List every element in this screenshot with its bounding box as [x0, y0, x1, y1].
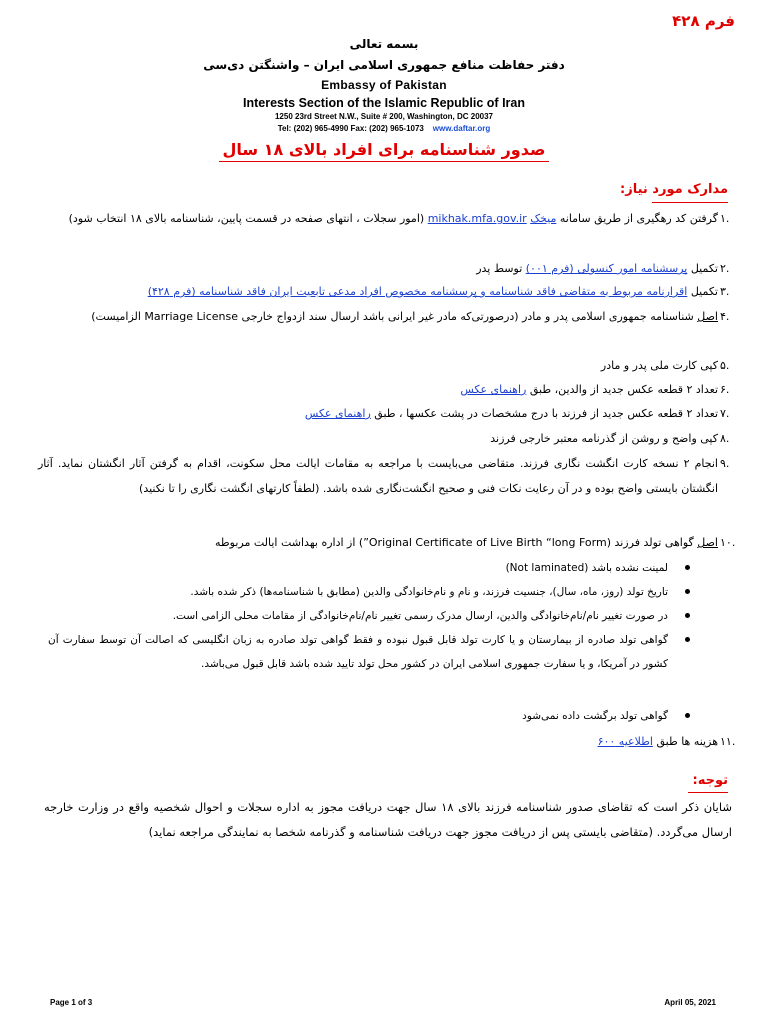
item-text: (امور سجلات ، انتهای صفحه در قسمت پایین، شناسنامه بالای ۱۸ انتخاب شود) [68, 212, 428, 225]
website-link[interactable]: www.daftar.org [432, 124, 491, 133]
office-name: دفتر حفاظت منافع جمهوری اسلامی ایران – واشنگتن دی‌سی [203, 58, 565, 72]
item-number: ۵. [720, 359, 730, 372]
item-text: تکمیل [687, 285, 718, 298]
item-number: ۳. [720, 285, 730, 298]
page-number: Page 1 of 3 [50, 998, 93, 1007]
phone-fax: Tel: (202) 965-4990 Fax: (202) 965-1073 [277, 124, 424, 133]
bullet-text: تاریخ تولد (روز، ماه، سال)، جنسیت فرزند، و نام و نام‌خانوادگی والدین (مطابق با شناسنامه‌ها) ذکر شده باشد. [190, 586, 668, 598]
list-item [38, 377, 730, 402]
list-item [38, 279, 730, 304]
title-container [0, 140, 768, 162]
bullet-text: در صورت تغییر نام/نام‌خانوادگی والدین، ارسال مدرک رسمی تغییر نام/نام‌خانوادگی از مقامات محلی الزامی است. [172, 610, 668, 622]
note-heading: توجه: [692, 773, 728, 788]
list-item [38, 353, 730, 378]
bullet-item [48, 604, 668, 628]
list-item [38, 256, 730, 281]
note-text: شایان ذکر است که تقاضای صدور شناسنامه فرزند بالای ۱۸ سال جهت دریافت مجوز به اداره سجلات و احوال شخصیه واقع در وزارت خارجه ارسال می‌گردد. (متقاضی بایستی پس از دریافت مجوز جهت دریافت شناسنامه و گذرنامه شخصا به نمایندگی مراجعه نماید) [44, 800, 732, 839]
fee-notice-link[interactable]: اطلاعیه ۶۰۰ [597, 735, 653, 748]
document-date: April 05, 2021 [664, 998, 716, 1007]
item-text: کپی کارت ملی پدر و مادر [600, 359, 718, 372]
photo-guide-link[interactable]: راهنمای عکس [304, 407, 371, 420]
item-text: تعداد ۲ قطعه عکس جدید از والدین، طبق [526, 383, 718, 396]
requirements-heading: مدارک مورد نیاز: [620, 182, 728, 197]
list-item [38, 451, 730, 501]
list-item [38, 530, 736, 555]
item-text: تکمیل [687, 262, 718, 275]
list-item [38, 401, 730, 426]
item-number: ۸. [720, 432, 730, 445]
list-item [38, 304, 730, 329]
list-item [38, 729, 736, 754]
mikhak-system-link[interactable]: میخک [530, 212, 557, 225]
item-number: ۱. [720, 212, 730, 225]
item-text: تعداد ۲ قطعه عکس جدید از فرزند با درج مشخصات در پشت عکسها ، طبق [370, 407, 718, 420]
item-text: توسط پدر [476, 262, 526, 275]
address: 1250 23rd Street N.W., Suite # 200, Washington, DC 20037 [274, 112, 493, 121]
mikhak-url-link[interactable]: mikhak.mfa.gov.ir [427, 212, 527, 225]
item-number: ۹. [720, 457, 730, 470]
item-text-emphasis: اصل [697, 310, 718, 323]
bullet-icon [685, 589, 690, 594]
photo-guide-link[interactable]: راهنمای عکس [460, 383, 527, 396]
item-number: ۷. [720, 407, 730, 420]
affidavit-form-link[interactable]: اقرارنامه مربوط به متقاضی فاقد شناسنامه و پرسشنامه مخصوص افراد مدعی تابعیت ایران فاقد شناسنامه (فرم ۴۲۸) [147, 285, 688, 298]
bullet-item [48, 556, 668, 580]
page-title: صدور شناسنامه برای افراد بالای ۱۸ سال [219, 140, 550, 162]
item-number: ۱۰. [720, 536, 736, 549]
list-item [38, 206, 730, 231]
note-heading-underline [688, 792, 728, 793]
embassy-name: Embassy of Pakistan [321, 78, 447, 92]
bullet-text: لمینت نشده باشد (Not laminated) [505, 562, 668, 574]
consular-form-link[interactable]: پرسشنامه امور کنسولی (فرم ۰۰۱) [525, 262, 688, 275]
bullet-item [48, 580, 668, 604]
item-text: انجام ۲ نسخه کارت انگشت نگاری فرزند. متقاضی می‌بایست با مراجعه به مقامات ایالت محل سکونت، اقدام به گرفتن آثار انگشتان نماید. آثار انگشتان بایستی واضح بوده و در آن رعایت نکات فنی و صحیح انگشت‌نگاری شده باشد. (لطفاً کارتهای انگشت نگاری را تا نکنید) [38, 457, 718, 495]
item-text: هزینه ها طبق [652, 735, 718, 748]
bullet-icon [685, 565, 690, 570]
item-number: ۴. [720, 310, 730, 323]
contact-line [0, 124, 768, 133]
bullet-text: گواهی تولد برگشت داده نمی‌شود [522, 710, 668, 722]
item-text: کپی واضح و روشن از گذرنامه معتبر خارجی فرزند [490, 432, 718, 445]
list-item [38, 426, 730, 451]
bullet-text: گواهی تولد صادره از بیمارستان و یا کارت تولد قابل قبول نبوده و فقط گواهی تولد صادره به زبان انگلیسی که اصالت آن توسط سفارت آن کشور در آمریکا، و یا سفارت جمهوری اسلامی ایران در کشور محل تولد تایید شده باشد قابل قبول می‌باشد. [48, 634, 668, 670]
item-number: ۶. [720, 383, 730, 396]
item-number: ۲. [720, 262, 730, 275]
basmala: بسمه تعالی [349, 37, 419, 51]
item-text-emphasis: اصل [697, 536, 718, 549]
requirements-heading-underline [652, 202, 728, 203]
bullet-item [48, 628, 668, 676]
item-number: ۱۱. [720, 735, 736, 748]
bullet-icon [685, 637, 690, 642]
item-text: گرفتن کد رهگیری از طریق سامانه [556, 212, 718, 225]
item-text: گواهی تولد فرزند (Original Certificate of Live Birth “long Form”) از اداره بهداشت ایالت مربوطه [215, 536, 698, 549]
bullet-icon [685, 713, 690, 718]
item-text: شناسنامه جمهوری اسلامی پدر و مادر (درصورتی‌که مادر غیر ایرانی باشد ارسال سند ازدواج خارجی Marriage License الزامیست) [91, 310, 698, 323]
bullet-item [48, 704, 668, 728]
bullet-icon [685, 613, 690, 618]
form-number: فرم ۴۲۸ [672, 12, 735, 30]
interests-section-name: Interests Section of the Islamic Republic of Iran [242, 96, 525, 110]
